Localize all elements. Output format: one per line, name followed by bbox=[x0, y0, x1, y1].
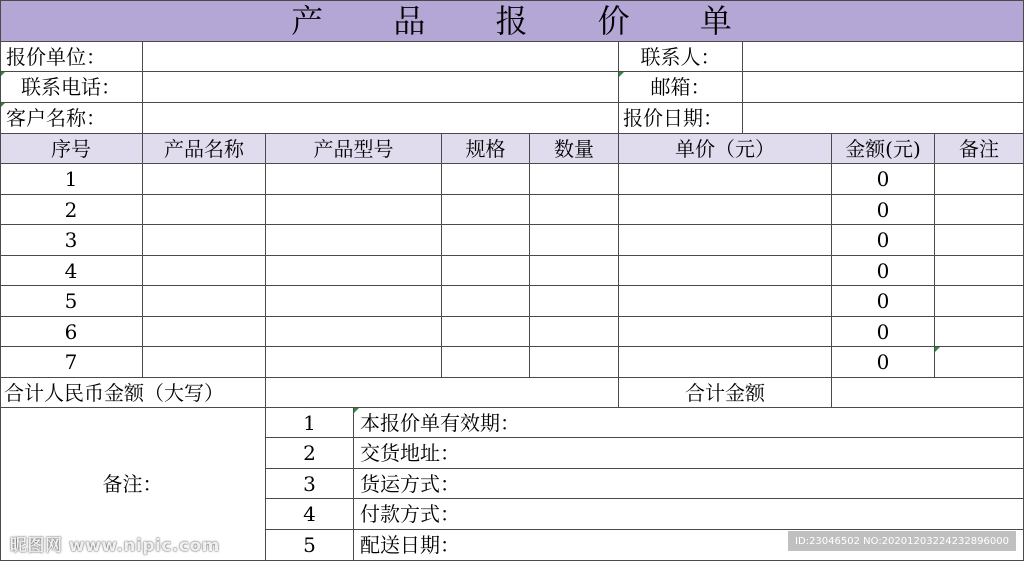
email-value[interactable] bbox=[743, 72, 1024, 103]
row-no: 3 bbox=[0, 225, 143, 256]
quote-unit-label: 报价单位： bbox=[0, 42, 143, 72]
row-product-name[interactable] bbox=[143, 225, 266, 256]
cell-marker bbox=[619, 72, 624, 77]
row-spec[interactable] bbox=[442, 256, 530, 286]
row-unit-price[interactable] bbox=[619, 225, 832, 256]
row-unit-price[interactable] bbox=[619, 256, 832, 286]
watermark-site: 昵图网 www.nipic.com bbox=[10, 536, 220, 556]
row-model[interactable] bbox=[266, 195, 442, 225]
note-text[interactable]: 交货地址： bbox=[354, 438, 1024, 469]
row-spec[interactable] bbox=[442, 164, 530, 195]
customer-value[interactable] bbox=[143, 103, 619, 134]
row-spec[interactable] bbox=[442, 195, 530, 225]
row-product-name[interactable] bbox=[143, 317, 266, 347]
row-qty[interactable] bbox=[530, 256, 619, 286]
row-amount: 0 bbox=[832, 195, 935, 225]
row-product-name[interactable] bbox=[143, 195, 266, 225]
row-amount: 0 bbox=[832, 256, 935, 286]
col-header-unit-price: 单价（元） bbox=[619, 134, 832, 164]
row-product-name[interactable] bbox=[143, 164, 266, 195]
notes-label: 备注： bbox=[0, 408, 266, 561]
col-header-product-name: 产品名称 bbox=[143, 134, 266, 164]
contact-value[interactable] bbox=[743, 42, 1024, 72]
row-unit-price[interactable] bbox=[619, 164, 832, 195]
row-remark[interactable] bbox=[935, 347, 1024, 378]
note-number: 5 bbox=[266, 530, 354, 561]
cell-marker bbox=[354, 408, 359, 413]
row-amount: 0 bbox=[832, 164, 935, 195]
row-unit-price[interactable] bbox=[619, 195, 832, 225]
row-qty[interactable] bbox=[530, 225, 619, 256]
row-unit-price[interactable] bbox=[619, 347, 832, 378]
row-remark[interactable] bbox=[935, 286, 1024, 317]
row-no: 4 bbox=[0, 256, 143, 286]
phone-value[interactable] bbox=[143, 72, 619, 103]
col-header-model: 产品型号 bbox=[266, 134, 442, 164]
row-product-name[interactable] bbox=[143, 286, 266, 317]
row-qty[interactable] bbox=[530, 317, 619, 347]
row-model[interactable] bbox=[266, 286, 442, 317]
row-remark[interactable] bbox=[935, 195, 1024, 225]
note-number: 4 bbox=[266, 499, 354, 530]
cell-marker bbox=[935, 347, 940, 352]
quote-date-label: 报价日期： bbox=[619, 103, 743, 134]
email-label: 邮箱： bbox=[619, 72, 743, 103]
contact-label: 联系人： bbox=[619, 42, 743, 72]
table-left-border bbox=[0, 0, 1, 561]
col-header-spec: 规格 bbox=[442, 134, 530, 164]
customer-label: 客户名称： bbox=[0, 103, 143, 134]
row-amount: 0 bbox=[832, 317, 935, 347]
row-no: 7 bbox=[0, 347, 143, 378]
row-remark[interactable] bbox=[935, 164, 1024, 195]
col-header-no: 序号 bbox=[0, 134, 143, 164]
total-amount-label: 合计金额 bbox=[619, 378, 832, 408]
total-rmb-upper-label: 合计人民币金额（大写） bbox=[0, 378, 266, 408]
row-no: 1 bbox=[0, 164, 143, 195]
row-product-name[interactable] bbox=[143, 347, 266, 378]
note-text[interactable]: 本报价单有效期： bbox=[354, 408, 1024, 438]
note-text[interactable]: 货运方式： bbox=[354, 469, 1024, 499]
row-unit-price[interactable] bbox=[619, 286, 832, 317]
row-no: 2 bbox=[0, 195, 143, 225]
row-remark[interactable] bbox=[935, 225, 1024, 256]
row-amount: 0 bbox=[832, 286, 935, 317]
row-qty[interactable] bbox=[530, 347, 619, 378]
row-no: 5 bbox=[0, 286, 143, 317]
row-spec[interactable] bbox=[442, 286, 530, 317]
note-number: 2 bbox=[266, 438, 354, 469]
row-qty[interactable] bbox=[530, 195, 619, 225]
note-number: 1 bbox=[266, 408, 354, 438]
sheet-title: 产 品 报 价 单 bbox=[0, 0, 1024, 42]
row-amount: 0 bbox=[832, 347, 935, 378]
col-header-amount: 金额(元) bbox=[832, 134, 935, 164]
quote-date-value[interactable] bbox=[743, 103, 1024, 134]
note-text[interactable]: 配送日期： bbox=[354, 530, 1024, 561]
row-model[interactable] bbox=[266, 256, 442, 286]
row-product-name[interactable] bbox=[143, 256, 266, 286]
row-model[interactable] bbox=[266, 347, 442, 378]
table-top-border bbox=[0, 0, 1024, 1]
row-qty[interactable] bbox=[530, 286, 619, 317]
row-unit-price[interactable] bbox=[619, 317, 832, 347]
row-remark[interactable] bbox=[935, 317, 1024, 347]
row-no: 6 bbox=[0, 317, 143, 347]
note-number: 3 bbox=[266, 469, 354, 499]
row-spec[interactable] bbox=[442, 317, 530, 347]
total-rmb-upper-value[interactable] bbox=[266, 378, 619, 408]
row-spec[interactable] bbox=[442, 225, 530, 256]
row-spec[interactable] bbox=[442, 347, 530, 378]
col-header-qty: 数量 bbox=[530, 134, 619, 164]
note-text[interactable]: 付款方式： bbox=[354, 499, 1024, 530]
row-model[interactable] bbox=[266, 225, 442, 256]
row-model[interactable] bbox=[266, 317, 442, 347]
phone-label: 联系电话： bbox=[0, 72, 143, 103]
row-remark[interactable] bbox=[935, 256, 1024, 286]
watermark-id: ID:23046502 NO:20201203224232896000 bbox=[788, 531, 1016, 551]
total-amount-value[interactable] bbox=[832, 378, 1024, 408]
row-amount: 0 bbox=[832, 225, 935, 256]
row-model[interactable] bbox=[266, 164, 442, 195]
row-qty[interactable] bbox=[530, 164, 619, 195]
col-header-remark: 备注 bbox=[935, 134, 1024, 164]
quote-unit-value[interactable] bbox=[143, 42, 619, 72]
